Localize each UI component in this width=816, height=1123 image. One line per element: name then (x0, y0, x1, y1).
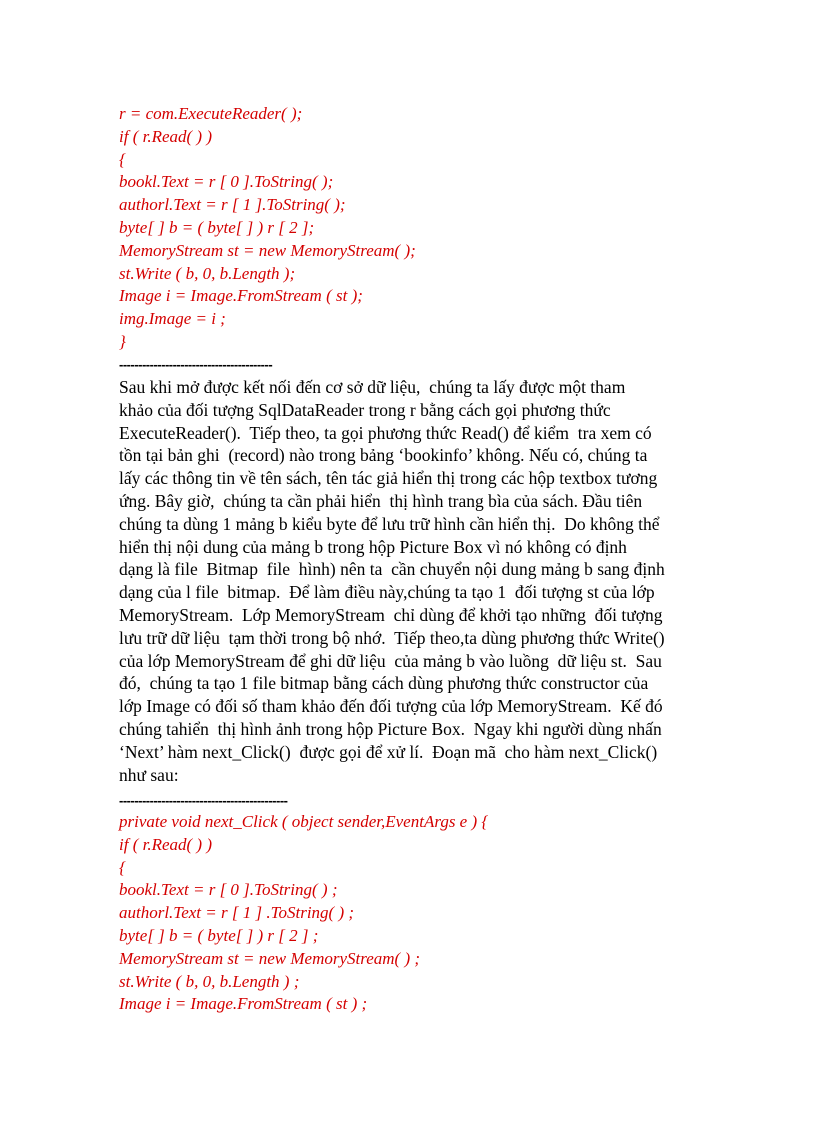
paragraph-line: lớp Image có đối số tham khảo đến đối tượng của lớp MemoryStream. Kế đó (119, 696, 663, 717)
separator-1: ---------------------------------------- (119, 357, 273, 372)
code-line: byte[ ] b = ( byte[ ] ) r [ 2 ]; (119, 217, 315, 237)
paragraph-line: hiển thị nội dung của mảng b trong hộp Picture Box vì nó không có định (119, 536, 627, 557)
paragraph-line: ứng. Bây giờ, chúng ta cần phải hiển thị hình trang bìa của sách. Đầu tiên (119, 490, 643, 511)
code-line: bookl.Text = r [ 0 ].ToString( ) ; (119, 880, 338, 900)
code-line: bookl.Text = r [ 0 ].ToString( ); (119, 172, 334, 192)
separator-2: -------------------------------------------- (119, 793, 288, 808)
code-line: authorl.Text = r [ 1 ].ToString( ); (119, 195, 346, 215)
paragraph-line: dạng là file Bitmap file hình) nên ta cần chuyển nội dung mảng b sang định (119, 559, 665, 580)
paragraph-line: lấy các thông tin về tên sách, tên tác giả hiển thị trong các hộp textbox tương (119, 468, 658, 489)
code-block-1 (119, 103, 416, 354)
code-line: MemoryStream st = new MemoryStream( ); (119, 240, 416, 260)
paragraph-line: ‘Next’ hàm next_Click() được gọi để xử lí. Đoạn mã cho hàm next_Click() (119, 741, 658, 762)
paragraph-line: MemoryStream. Lớp MemoryStream chỉ dùng để khởi tạo những đối tượng (119, 604, 663, 625)
code-line: MemoryStream st = new MemoryStream( ) ; (119, 948, 421, 968)
code-line: st.Write ( b, 0, b.Length ); (119, 263, 296, 283)
code-line: private void next_Click ( object sender,EventArgs e ) { (119, 812, 489, 831)
code-line: { (119, 149, 126, 169)
code-line: img.Image = i ; (119, 309, 226, 329)
code-line: Image i = Image.FromStream ( st ) ; (119, 994, 368, 1014)
paragraph-line: khảo của đối tượng SqlDataReader trong r bằng cách gọi phương thức (119, 399, 611, 420)
paragraph-line: chúng ta dùng 1 mảng b kiểu byte để lưu trữ hình cần hiển thị. Do không thể (119, 513, 660, 534)
code-block-2 (119, 811, 488, 1016)
code-line: byte[ ] b = ( byte[ ] ) r [ 2 ] ; (119, 925, 319, 945)
paragraph-line: Sau khi mở được kết nối đến cơ sở dữ liệu, chúng ta lấy được một tham (119, 377, 626, 397)
code-line: st.Write ( b, 0, b.Length ) ; (119, 971, 300, 991)
paragraph-line: ExecuteReader(). Tiếp theo, ta gọi phương thức Read() để kiểm tra xem có (119, 422, 652, 443)
paragraph-line: đó, chúng ta tạo 1 file bitmap bằng cách dùng phương thức constructor của (119, 673, 649, 694)
code-line: if ( r.Read( ) ) (119, 834, 213, 854)
code-line: { (119, 857, 126, 877)
paragraph-line: của lớp MemoryStream để ghi dữ liệu của mảng b vào luồng dữ liệu st. Sau (119, 650, 662, 671)
code-line: Image i = Image.FromStream ( st ); (119, 286, 363, 306)
paragraph-line: như sau: (119, 764, 179, 785)
paragraph-line: dạng của l file bitmap. Để làm điều này,chúng ta tạo 1 đối tượng st của lớp (119, 582, 655, 603)
code-line: if ( r.Read( ) ) (119, 126, 213, 146)
paragraph-line: chúng tahiển thị hình ảnh trong hộp Picture Box. Ngay khi người dùng nhấn (119, 718, 662, 739)
paragraph (119, 376, 699, 786)
paragraph-line: tồn tại bản ghi (record) nào trong bảng ‘bookinfo’ không. Nếu có, chúng ta (119, 445, 648, 466)
paragraph-line: lưu trữ dữ liệu tạm thời trong bộ nhớ. Tiếp theo,ta dùng phương thức Write() (119, 627, 665, 648)
code-line: authorl.Text = r [ 1 ] .ToString( ) ; (119, 903, 355, 923)
code-line: r = com.ExecuteReader( ); (119, 104, 303, 123)
code-line: } (119, 331, 126, 351)
